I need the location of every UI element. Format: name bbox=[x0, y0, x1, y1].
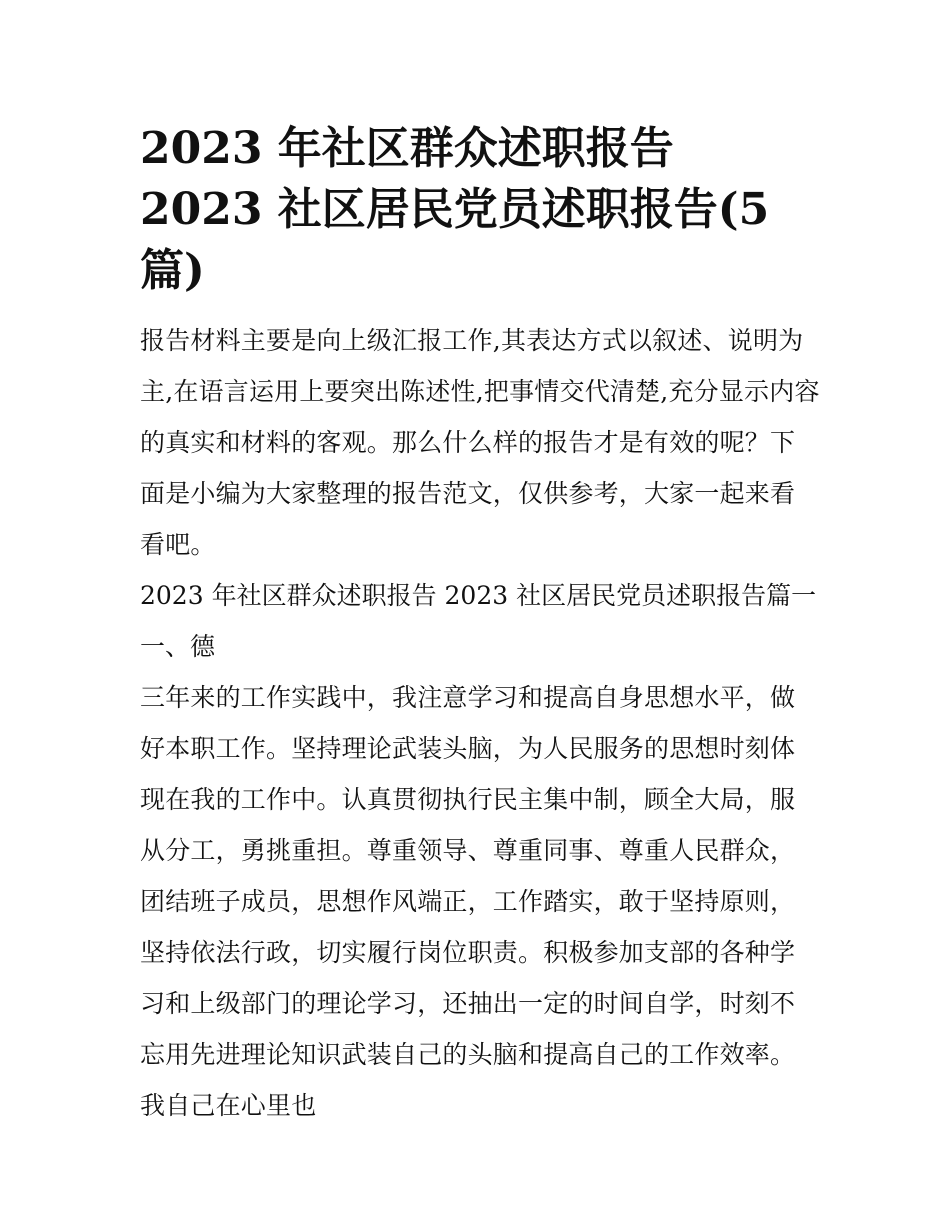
section-heading: 2023 年社区群众述职报告 2023 社区居民党员述职报告篇一 bbox=[140, 581, 817, 610]
document-page bbox=[140, 118, 820, 1131]
body-paragraph: 三年来的工作实践中，我注意学习和提高自身思想水平，做好本职工作。坚持理论武装头脑，为人民服务的思想时刻体现在我的工作中。认真贯彻执行民主集中制，顾全大局，服从分工，勇挑重担。尊重领导、尊重同事、尊重人民群众，团结班子成员，思想作风端正，工作踏实，敢于坚持原则，坚持依法行政，切实履行岗位职责。积极参加支部的各种学习和上级部门的理论学习，还抽出一定的时间自学，时刻不忘用先进理论知识武装自己的头脑和提高自己的工作效率。我自己在心里也 bbox=[140, 683, 796, 1120]
document-title bbox=[140, 118, 820, 301]
title-line-3: 篇) bbox=[140, 245, 205, 296]
subsection-heading-virtue: 一、德 bbox=[140, 632, 216, 661]
title-line-1: 2023 年社区群众述职报告 bbox=[140, 123, 674, 174]
title-line-2: 2023 社区居民党员述职报告(5 bbox=[140, 184, 770, 235]
intro-paragraph: 报告材料主要是向上级汇报工作,其表达方式以叙述、说明为主,在语言运用上要突出陈述性,把事情交代清楚,充分显示内容的真实和材料的客观。那么什么样的报告才是有效的呢？下面是小编为大家整理的报告范文，仅供参考，大家一起来看看吧。 bbox=[140, 326, 820, 559]
